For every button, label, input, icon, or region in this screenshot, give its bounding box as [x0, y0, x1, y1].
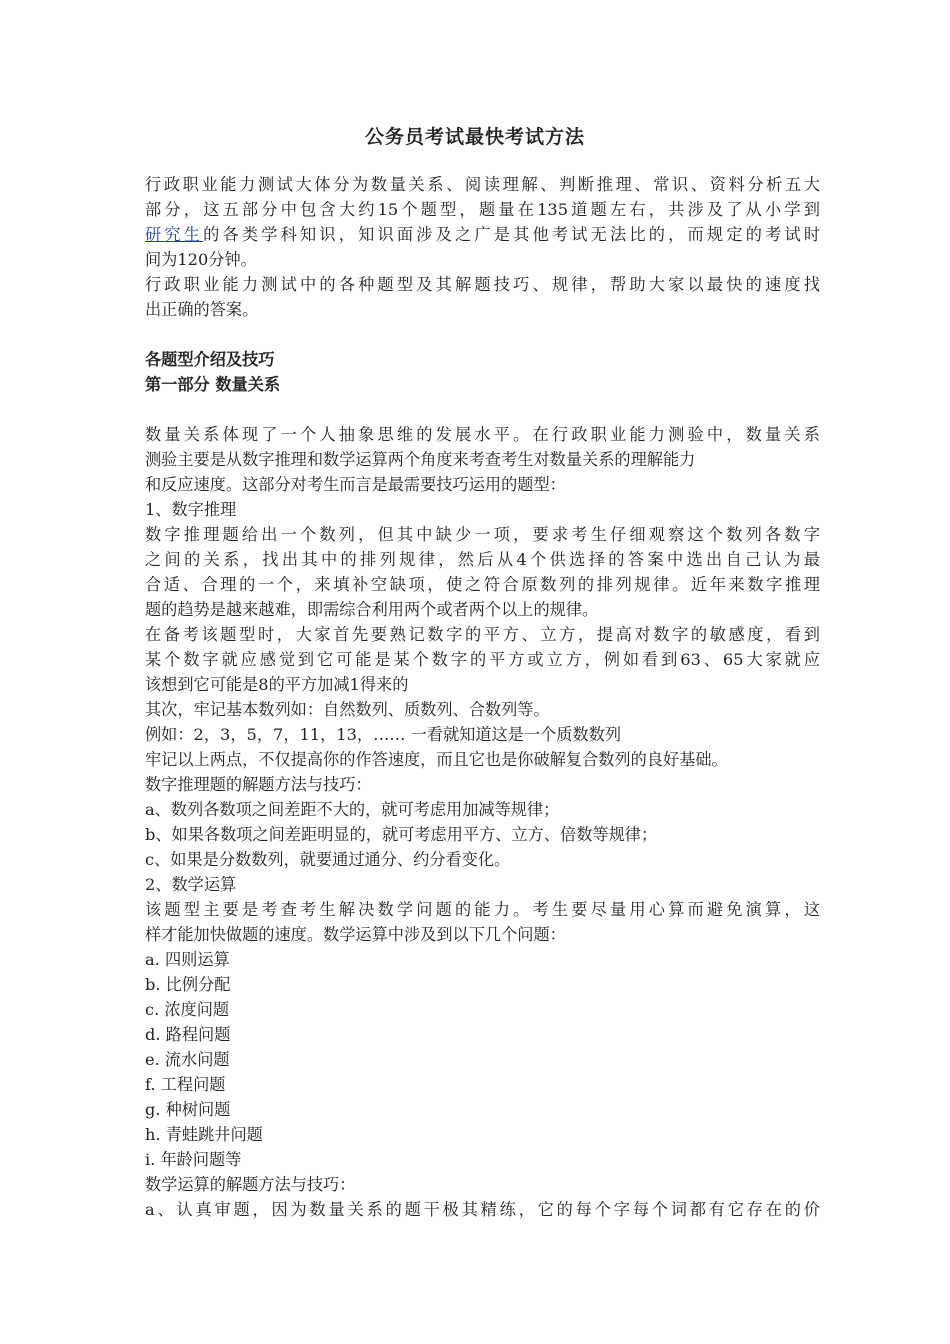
section-heading: 各题型介绍及技巧	[145, 350, 275, 369]
paragraph-line: 牢记以上两点，不仅提高你的作答速度，而且它也是你破解复合数列的良好基础。	[145, 750, 728, 769]
spacer	[145, 397, 820, 422]
intro-line	[145, 222, 820, 247]
intro-line: 出正确的答案。	[145, 300, 259, 319]
list-item: h. 青蛙跳井问题	[145, 1125, 263, 1144]
list-item: d. 路程问题	[145, 1025, 231, 1044]
list-item: i. 年龄问题等	[145, 1150, 242, 1169]
document-title: 公务员考试最快考试方法	[364, 126, 585, 148]
paragraph-line: 在备考该题型时，大家首先要熟记数字的平方、立方，提高对数字的敏感度，看到	[145, 625, 820, 644]
intro-line-text: 的各类学科知识，知识面涉及之广是其他考试无法比的，而规定的考试时	[203, 225, 821, 244]
intro-line: 行政职业能力测试中的各种题型及其解题技巧、规律，帮助大家以最快的速度找	[145, 275, 820, 294]
subsection-heading: 1、数字推理	[145, 500, 237, 519]
list-item: c、如果是分数数列，就要通过通分、约分看变化。	[145, 850, 511, 869]
paragraph-line: 样才能加快做题的速度。数学运算中涉及到以下几个问题：	[145, 925, 566, 944]
part-heading: 第一部分 数量关系	[145, 375, 281, 394]
intro-line: 部分，这五部分中包含大约15个题型，题量在135道题左右，共涉及了从小学到	[145, 200, 820, 219]
paragraph-line: 数字推理题的解题方法与技巧：	[145, 775, 372, 794]
paragraph-line: a、认真审题，因为数量关系的题干极其精练，它的每个字每个词都有它存在的价	[145, 1200, 820, 1219]
intro-line: 行政职业能力测试大体分为数量关系、阅读理解、判断推理、常识、资料分析五大	[145, 175, 820, 194]
paragraph-line: 题的趋势是越来越难，即需综合利用两个或者两个以上的规律。	[145, 600, 599, 619]
list-item: a. 四则运算	[145, 950, 230, 969]
list-item: e. 流水问题	[145, 1050, 230, 1069]
paragraph-line: 该题型主要是考查考生解决数学问题的能力。考生要尽量用心算而避免演算，这	[145, 900, 820, 919]
list-item: b. 比例分配	[145, 975, 231, 994]
paragraph-line: 数字推理题给出一个数列，但其中缺少一项，要求考生仔细观察这个数列各数字	[145, 525, 820, 544]
spacer	[145, 322, 820, 347]
graduate-student-link[interactable]: 研究生	[145, 225, 204, 244]
list-item: g. 种树问题	[145, 1100, 231, 1119]
document-body	[145, 172, 820, 1222]
paragraph-line: 合适、合理的一个，来填补空缺项，使之符合原数列的排列规律。近年来数字推理	[145, 575, 820, 594]
paragraph-line: 和反应速度。这部分对考生而言是最需要技巧运用的题型：	[145, 475, 566, 494]
list-item: b、如果各数项之间差距明显的，就可考虑用平方、立方、倍数等规律；	[145, 825, 658, 844]
paragraph-line: 该想到它可能是8的平方加减1得来的	[145, 675, 409, 694]
paragraph-line: 测验主要是从数字推理和数学运算两个角度来考查考生对数量关系的理解能力	[145, 450, 696, 469]
list-item: c. 浓度问题	[145, 1000, 230, 1019]
subsection-heading: 2、数学运算	[145, 875, 237, 894]
paragraph-line: 其次，牢记基本数列如：自然数列、质数列、合数列等。	[145, 700, 550, 719]
list-item: a、数列各数项之间差距不大的，就可考虑用加减等规律；	[145, 800, 560, 819]
paragraph-line: 数学运算的解题方法与技巧：	[145, 1175, 356, 1194]
paragraph-line: 之间的关系，找出其中的排列规律，然后从4个供选择的答案中选出自己认为最	[145, 550, 820, 569]
list-item: f. 工程问题	[145, 1075, 226, 1094]
paragraph-line: 某个数字就应感觉到它可能是某个数字的平方或立方，例如看到63、65大家就应	[145, 650, 820, 669]
paragraph-line: 数量关系体现了一个人抽象思维的发展水平。在行政职业能力测验中，数量关系	[145, 425, 820, 444]
paragraph-line: 例如：2，3，5，7，11，13，…… 一看就知道这是一个质数数列	[145, 725, 622, 744]
intro-line: 间为120分钟。	[145, 250, 257, 269]
